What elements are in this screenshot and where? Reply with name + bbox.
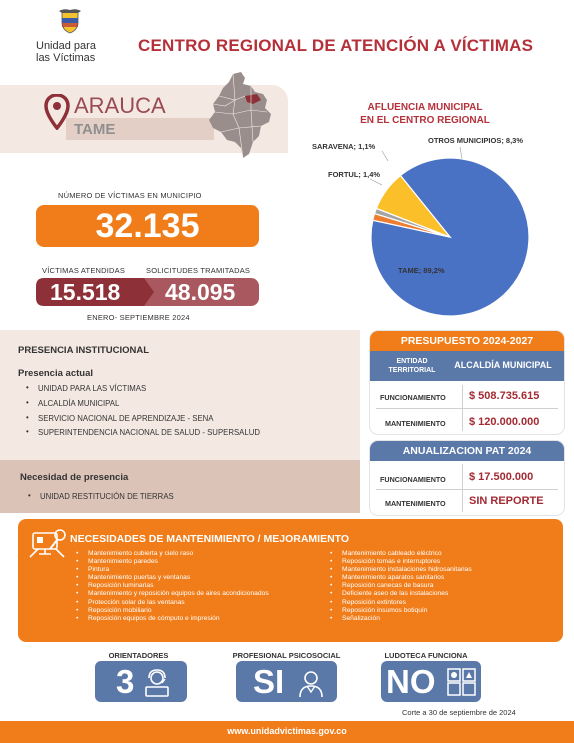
ludoteca-value: NO [386,663,436,700]
pat-row-value: $ 17.500.000 [469,471,534,483]
entity-label [376,357,448,375]
budget-row-label: MANTENIMIENTO [385,419,446,428]
psicosocial-value: SI [253,663,285,700]
divider [376,408,558,409]
list-item: • Protección solar de las ventanas [75,599,325,607]
pie-chart [300,135,574,335]
orientadores-box [95,661,187,702]
list-item: • Reposición insumos botiquín [329,607,554,615]
budget-row-value: $ 120.000.000 [469,416,540,428]
pie-leader-line [382,151,388,161]
requests-value: 48.095 [165,279,236,305]
chart-title [330,101,520,127]
attended-label: VÍCTIMAS ATENDIDAS [42,266,126,275]
presence-current-list [26,384,260,443]
chart-title-line-1: AFLUENCIA MUNICIPAL [367,102,483,113]
ludoteca-label: LUDOTECA FUNCIONA [384,651,468,660]
presence-need-title: Necesidad de presencia [20,472,129,483]
pat-row-label: FUNCIONAMIENTO [380,475,446,484]
presence-need-panel [0,460,360,513]
list-item: • Deficiente aseo de las instalaciones [329,590,554,598]
logo-line-1: Unidad para [36,40,96,52]
department-name: ARAUCA [74,93,166,118]
list-item: • SERVICIO NACIONAL DE APRENDIZAJE - SENA [26,414,260,423]
list-item: • Reposición mobiliario [75,607,325,615]
budget-row-label: FUNCIONAMIENTO [380,393,446,402]
needs-list-right [329,550,554,623]
list-item: • UNIDAD RESTITUCIÓN DE TIERRAS [28,492,174,501]
psicosocial-label: PROFESIONAL PSICOSOCIAL [232,651,341,660]
list-item: • Reposición extintores [329,599,554,607]
list-item: • Reposición canecas de basura [329,582,554,590]
pie-leader-line [370,179,382,185]
coat-of-arms-icon [59,8,81,34]
list-item: • Señalización [329,615,554,623]
budget-title: PRESUPUESTO 2024-2027 [370,331,564,351]
entity-label-line-1: ENTIDAD [396,358,428,365]
divider [376,489,558,490]
logo-line-2: las Víctimas [36,52,96,64]
list-item: • Reposición tomas e interruptores [329,558,554,566]
list-item: • Mantenimiento instalaciones hidrosanitarias [329,566,554,574]
list-item: • Mantenimiento paredes [75,558,325,566]
pat-row-label: MANTENIMIENTO [385,499,446,508]
map-pin-icon [44,94,70,130]
victims-label: NÚMERO DE VÍCTIMAS EN MUNICIPIO [58,191,202,200]
logo-text [36,40,96,64]
requests-label: SOLICITUDES TRAMITADAS [146,266,251,275]
headset-agent-icon [142,669,172,697]
list-item: • ALCALDÍA MUNICIPAL [26,399,260,408]
list-item: • SUPERINTENDENCIA NACIONAL DE SALUD - SUPERSALUD [26,428,260,437]
list-item: • Reposición luminarias [75,582,325,590]
presence-title: PRESENCIA INSTITUCIONAL [18,345,150,356]
colombia-map-icon [205,70,275,160]
entity-label-line-2: TERRITORIAL [388,367,436,374]
psychologist-icon [296,668,326,698]
page-title: CENTRO REGIONAL DE ATENCIÓN A VÍCTIMAS [138,36,534,55]
toys-blocks-icon [447,668,477,696]
budget-row-value: $ 508.735.615 [469,390,540,402]
pat-row-value: SIN REPORTE [469,495,544,507]
period-label: ENERO- SEPTIEMBRE 2024 [87,313,190,322]
entity-value: ALCALDÍA MUNICIPAL [454,360,552,370]
pie-leader-line [460,147,462,159]
list-item: • Mantenimiento y reposición equipos de aires acondicionados [75,590,325,598]
pat-title: ANUALIZACION PAT 2024 [370,441,564,461]
victims-value: 32.135 [95,207,200,245]
pie-slice-label: FORTUL; 1,4% [328,170,381,179]
needs-title: NECESIDADES DE MANTENIMIENTO / MEJORAMIENTO [70,533,350,545]
pie-slice-label: SARAVENA; 1,1% [312,142,376,151]
pie-slice-label: TAME; 89,2% [398,266,445,275]
list-item: • Reposición equipos de cómputo e impresión [75,615,325,623]
list-item: • Mantenimiento cableado eléctrico [329,550,554,558]
chart-title-line-2: EN EL CENTRO REGIONAL [360,115,490,126]
attended-value: 15.518 [50,279,121,305]
list-item: • Mantenimiento aparatos sanitarios [329,574,554,582]
maintenance-tools-icon [28,527,68,561]
pie-slice-label: OTROS MUNICIPIOS; 8,3% [428,136,524,145]
footer-url-link[interactable]: www.unidadvictimas.gov.co [227,726,347,736]
orientadores-value: 3 [116,663,135,700]
list-item: • Mantenimiento cubierta y cielo raso [75,550,325,558]
municipality-name: TAME [74,121,116,138]
divider [462,464,463,512]
needs-list-left [75,550,325,623]
presence-current-title: Presencia actual [18,368,93,379]
list-item: • UNIDAD PARA LAS VÍCTIMAS [26,384,260,393]
orientadores-label: ORIENTADORES [108,651,169,660]
cutoff-date: Corte a 30 de septiembre de 2024 [402,708,516,717]
list-item: • Pintura [75,566,325,574]
list-item: • Mantenimiento puertas y ventanas [75,574,325,582]
